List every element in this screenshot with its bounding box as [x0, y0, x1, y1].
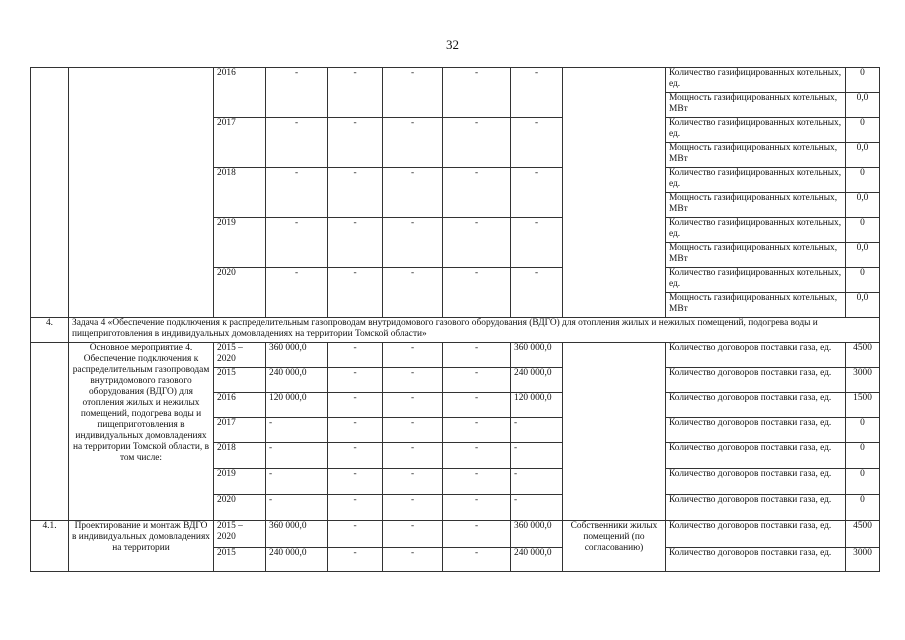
measure-title: Основное мероприятие 4. Обеспечение подключения к распределительным газопроводам внутридомового газового оборудования (ВДГО) для отопления жилых и нежилых помещений, подогрева воды и пищеприготовления в индивидуальных домовладениях на территории Томской области, в том числе: [69, 343, 214, 521]
dash-cell: - [266, 218, 328, 268]
year-cell: 2019 [214, 469, 266, 495]
year-cell: 2015 [214, 368, 266, 393]
dash-cell: - [443, 168, 511, 218]
dash-cell: - [266, 168, 328, 218]
indicator-cell: Количество договоров поставки газа, ед. [666, 418, 846, 443]
dash-cell: - [511, 218, 563, 268]
indicator-value: 0 [846, 168, 880, 193]
fund-cell: - [443, 469, 511, 495]
fund-cell: - [383, 368, 443, 393]
dash-cell: - [443, 218, 511, 268]
indicator-value: 3000 [846, 548, 880, 572]
indicator-cell: Количество газифицированных котельных, ед. [666, 118, 846, 143]
empty-num-cell [31, 343, 69, 521]
indicator-cell: Количество газифицированных котельных, ед. [666, 68, 846, 93]
total-cell: - [266, 418, 328, 443]
fund-cell: - [443, 393, 511, 418]
total-cell: 240 000,0 [266, 548, 328, 572]
dash-cell: - [511, 268, 563, 318]
empty-executor-cell [563, 68, 666, 318]
fund-cell: - [328, 418, 383, 443]
task-title: Задача 4 «Обеспечение подключения к распределительным газопроводам внутридомового газового оборудования (ВДГО) для отопления жилых и нежилых помещений, подогрева воды и пищеприготовления в индивидуальных домовладениях на территории Томской области» [69, 318, 880, 343]
fund-cell: - [443, 495, 511, 521]
item-row [31, 521, 880, 548]
indicator-cell: Мощность газифицированных котельных, МВт [666, 293, 846, 318]
item-title: Проектирование и монтаж ВДГО в индивидуальных домовладениях на территории [69, 521, 214, 572]
indicator-value: 0 [846, 68, 880, 93]
dash-cell: - [511, 68, 563, 118]
fund-cell: - [511, 443, 563, 469]
dash-cell: - [266, 68, 328, 118]
empty-num-cell [31, 68, 69, 318]
total-cell: 360 000,0 [266, 343, 328, 368]
fund-cell: - [511, 418, 563, 443]
fund-cell: 120 000,0 [511, 393, 563, 418]
indicator-value: 3000 [846, 368, 880, 393]
measure-row [31, 343, 880, 368]
year-cell: 2017 [214, 418, 266, 443]
indicator-value: 4500 [846, 343, 880, 368]
dash-cell: - [328, 218, 383, 268]
fund-cell: - [328, 393, 383, 418]
year-cell: 2017 [214, 118, 266, 168]
item-number: 4.1. [31, 521, 69, 572]
indicator-cell: Мощность газифицированных котельных, МВт [666, 93, 846, 118]
dash-cell: - [328, 268, 383, 318]
dash-cell: - [383, 118, 443, 168]
indicator-cell: Количество договоров поставки газа, ед. [666, 521, 846, 548]
total-cell: 360 000,0 [266, 521, 328, 548]
year-cell: 2019 [214, 218, 266, 268]
fund-cell: - [328, 343, 383, 368]
dash-cell: - [383, 218, 443, 268]
year-row [31, 68, 880, 93]
indicator-cell: Количество договоров поставки газа, ед. [666, 443, 846, 469]
year-cell: 2018 [214, 443, 266, 469]
indicator-value: 0 [846, 469, 880, 495]
dash-cell: - [328, 68, 383, 118]
indicator-cell: Количество договоров поставки газа, ед. [666, 368, 846, 393]
fund-cell: - [328, 443, 383, 469]
executor-cell: Собственники жилых помещений (по согласованию) [563, 521, 666, 572]
dash-cell: - [443, 68, 511, 118]
year-cell: 2020 [214, 268, 266, 318]
year-cell: 2016 [214, 393, 266, 418]
fund-cell: 240 000,0 [511, 368, 563, 393]
indicator-value: 0,0 [846, 293, 880, 318]
dash-cell: - [511, 168, 563, 218]
indicator-value: 0,0 [846, 143, 880, 168]
empty-title-cell [69, 68, 214, 318]
indicator-value: 0,0 [846, 193, 880, 218]
page-number: 32 [446, 37, 459, 52]
fund-cell: - [511, 469, 563, 495]
fund-cell: - [383, 495, 443, 521]
fund-cell: - [328, 548, 383, 572]
fund-cell: - [443, 418, 511, 443]
fund-cell: - [443, 343, 511, 368]
indicator-value: 0 [846, 418, 880, 443]
dash-cell: - [443, 268, 511, 318]
fund-cell: - [383, 418, 443, 443]
fund-cell: - [328, 495, 383, 521]
indicator-value: 0 [846, 495, 880, 521]
fund-cell: - [328, 469, 383, 495]
fund-cell: - [328, 521, 383, 548]
dash-cell: - [266, 268, 328, 318]
indicator-cell: Количество газифицированных котельных, ед. [666, 268, 846, 293]
fund-cell: - [383, 521, 443, 548]
fund-cell: - [383, 343, 443, 368]
fund-cell: 360 000,0 [511, 343, 563, 368]
program-table [30, 67, 880, 572]
total-cell: 240 000,0 [266, 368, 328, 393]
year-cell: 2016 [214, 68, 266, 118]
indicator-cell: Количество договоров поставки газа, ед. [666, 343, 846, 368]
year-cell: 2015 – 2020 [214, 343, 266, 368]
indicator-cell: Количество договоров поставки газа, ед. [666, 495, 846, 521]
fund-cell: - [443, 443, 511, 469]
indicator-cell: Мощность газифицированных котельных, МВт [666, 193, 846, 218]
total-cell: - [266, 495, 328, 521]
fund-cell: - [383, 469, 443, 495]
indicator-value: 1500 [846, 393, 880, 418]
task-number: 4. [31, 318, 69, 343]
dash-cell: - [266, 118, 328, 168]
dash-cell: - [383, 68, 443, 118]
fund-cell: - [328, 368, 383, 393]
indicator-value: 0 [846, 443, 880, 469]
indicator-value: 4500 [846, 521, 880, 548]
total-cell: - [266, 469, 328, 495]
dash-cell: - [328, 168, 383, 218]
fund-cell: - [383, 548, 443, 572]
year-cell: 2015 [214, 548, 266, 572]
indicator-cell: Количество договоров поставки газа, ед. [666, 469, 846, 495]
indicator-cell: Количество договоров поставки газа, ед. [666, 548, 846, 572]
total-cell: 120 000,0 [266, 393, 328, 418]
indicator-value: 0,0 [846, 243, 880, 268]
fund-cell: 360 000,0 [511, 521, 563, 548]
fund-cell: - [443, 368, 511, 393]
indicator-cell: Мощность газифицированных котельных, МВт [666, 243, 846, 268]
indicator-cell: Количество договоров поставки газа, ед. [666, 393, 846, 418]
year-cell: 2020 [214, 495, 266, 521]
fund-cell: - [383, 443, 443, 469]
fund-cell: - [383, 393, 443, 418]
indicator-value: 0 [846, 118, 880, 143]
indicator-value: 0 [846, 268, 880, 293]
dash-cell: - [511, 118, 563, 168]
year-cell: 2018 [214, 168, 266, 218]
year-cell: 2015 – 2020 [214, 521, 266, 548]
indicator-cell: Мощность газифицированных котельных, МВт [666, 143, 846, 168]
fund-cell: 240 000,0 [511, 548, 563, 572]
fund-cell: - [511, 495, 563, 521]
dash-cell: - [383, 268, 443, 318]
indicator-value: 0 [846, 218, 880, 243]
dash-cell: - [328, 118, 383, 168]
indicator-cell: Количество газифицированных котельных, ед. [666, 218, 846, 243]
indicator-value: 0,0 [846, 93, 880, 118]
task-row [31, 318, 880, 343]
fund-cell: - [443, 548, 511, 572]
dash-cell: - [443, 118, 511, 168]
fund-cell: - [443, 521, 511, 548]
empty-executor-cell [563, 343, 666, 521]
dash-cell: - [383, 168, 443, 218]
total-cell: - [266, 443, 328, 469]
indicator-cell: Количество газифицированных котельных, ед. [666, 168, 846, 193]
